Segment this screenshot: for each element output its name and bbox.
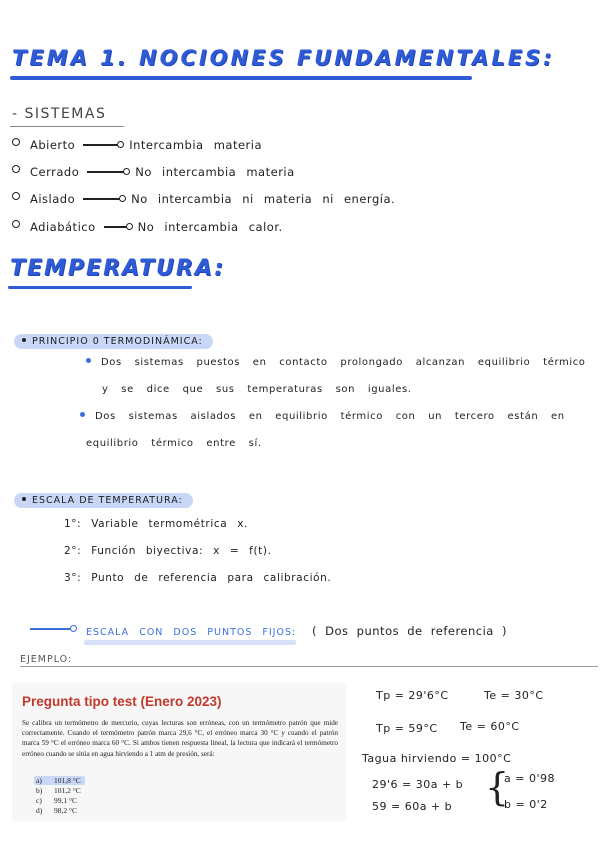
arrow-icon: [83, 144, 121, 146]
escala-item-1: 1°: Variable termométrica x.: [64, 518, 248, 530]
principio-label: [14, 329, 213, 348]
escala-item-3: 3°: Punto de referencia para calibración.: [64, 572, 332, 584]
escala-label: [14, 488, 193, 507]
question-title: Pregunta tipo test (Enero 2023): [22, 694, 222, 709]
system-desc: No intercambia calor.: [137, 220, 283, 234]
systems-underline: [10, 126, 124, 127]
escala-item-2: 2°: Función biyectiva: x = f(t).: [64, 545, 272, 557]
system-desc: Intercambia materia: [129, 138, 263, 152]
blue-bullet-icon: [86, 358, 91, 363]
principio-label-text: PRINCIPIO 0 TERMODINÁMICA:: [32, 336, 203, 347]
brace-icon: {: [485, 765, 510, 809]
principio-p1-line1: Dos sistemas puestos en contacto prolongado alcanzan equilibrio térmico: [86, 357, 586, 368]
system-item-abierto: [12, 138, 262, 152]
system-name: Abierto: [30, 138, 76, 152]
solution-b: b = 0'2: [504, 798, 548, 811]
title-underline: [10, 76, 472, 80]
solution-te2: Te = 60°C: [460, 720, 520, 733]
system-desc: No intercambia ni materia ni energía.: [131, 192, 396, 206]
fixed-points-label: ESCALA CON DOS PUNTOS FIJOS:: [86, 627, 297, 638]
system-name: Cerrado: [30, 165, 80, 179]
bullet-icon: [22, 497, 26, 501]
solution-eq1: 29'6 = 30a + b: [372, 778, 464, 791]
option-c: c) 99,1 °C: [36, 796, 78, 805]
system-name: Aislado: [30, 192, 76, 206]
circle-bullet-icon: [12, 220, 20, 228]
system-item-adiabatico: [12, 220, 283, 234]
fixed-points-highlight: [84, 640, 296, 645]
temperatura-heading: TEMPERATURA:: [10, 256, 225, 281]
system-desc: No intercambia materia: [135, 165, 295, 179]
principio-p1-line2: y se dice que sus temperaturas son iguales.: [102, 384, 412, 395]
solution-te1: Te = 30°C: [484, 689, 544, 702]
system-item-cerrado: [12, 165, 295, 179]
option-b: b) 101,2 °C: [36, 786, 81, 795]
question-text: Se calibra un termómetro de mercurio, cuyas lecturas son erróneas, con un termómetro patrón que mide correctamente. Cuando el termómetro patrón marca 29,6 °C, el erróneo marca 30 °C y cuando el patrón marca 59 °C el erróneo marca 60 °C. Si ambos tienen respuesta lineal, la lectura que indicará el termómetro erróneo cuando se sitúa en agua hirviendo a 1 atm de presión, será:: [22, 719, 338, 758]
escala-label-text: ESCALA DE TEMPERATURA:: [32, 495, 183, 506]
arrow-icon: [87, 171, 127, 173]
solution-a: a = 0'98: [504, 772, 555, 785]
bullet-icon: [22, 338, 26, 342]
arrow-icon: [104, 226, 130, 228]
option-a: a) 101,8 °C: [34, 776, 85, 785]
ejemplo-divider: [20, 666, 598, 667]
system-item-aislado: [12, 192, 395, 206]
systems-heading: - SISTEMAS: [12, 106, 107, 122]
temperatura-underline: [8, 286, 192, 289]
solution-tp1: Tp = 29'6°C: [376, 689, 449, 702]
circle-bullet-icon: [12, 192, 20, 200]
solution-tagua: Tagua hirviendo = 100°C: [362, 752, 512, 765]
circle-bullet-icon: [12, 165, 20, 173]
ejemplo-label: EJEMPLO:: [20, 654, 73, 665]
page-title: TEMA 1. NOCIONES FUNDAMENTALES:: [12, 46, 555, 70]
system-name: Adiabático: [30, 220, 96, 234]
principio-p2-line1: Dos sistemas aislados en equilibrio térmico con un tercero están en: [80, 411, 565, 422]
principio-p2-line2: equilibrio térmico entre sí.: [86, 438, 262, 449]
circle-bullet-icon: [12, 138, 20, 146]
solution-tp2: Tp = 59°C: [376, 722, 438, 735]
blue-bullet-icon: [80, 412, 85, 417]
option-d: d) 98,2 °C: [36, 806, 78, 815]
arrow-icon: [83, 198, 123, 200]
blue-arrow-icon: [30, 628, 74, 630]
fixed-points-note: ( Dos puntos de referencia ): [312, 624, 507, 638]
solution-eq2: 59 = 60a + b: [372, 800, 453, 813]
